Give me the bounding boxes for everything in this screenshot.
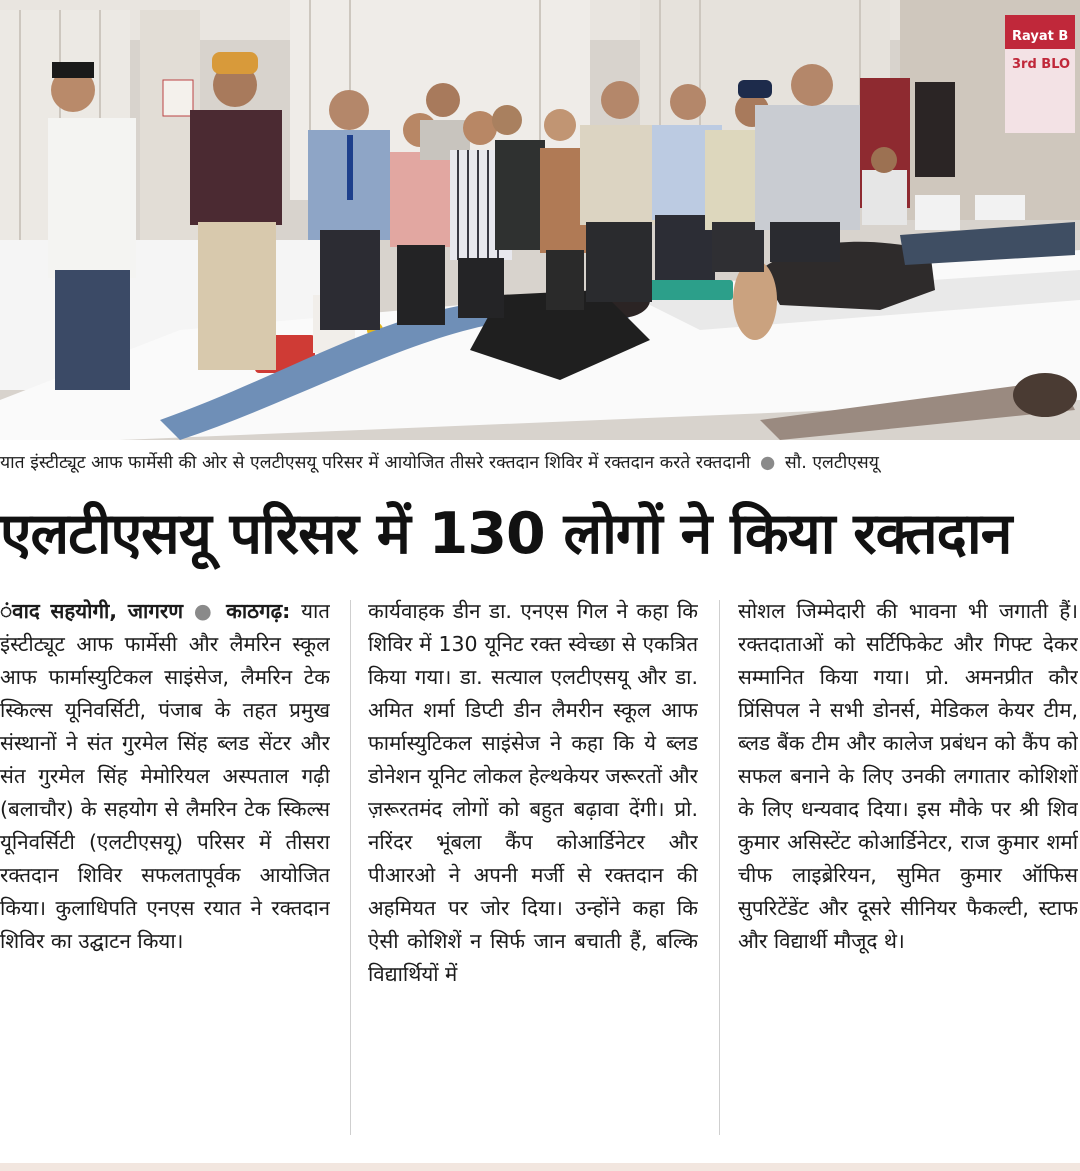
column-3-text: सोशल जिम्मेदारी की भावना भी जगाती हैं। रक्तदाताओं को सर्टिफिकेट और गिफ्ट देकर सम्मानित किया गया। प्रो. अमनप्रीत कौर प्रिंसिपल ने सभी डोनर्स, मेडिकल केयर टीम, ब्लड बैंक टीम और कालेज प्रबंधन को कैंप को सफल बनाने के लिए उनकी लगातार कोशिशों के लिए धन्यवाद दिया। इस मौके पर श्री शिव कुमार असिस्टेंट कोआर्डिनेटर, राज कुमार शर्मा चीफ लाइब्रेरियन, सुमित कुमार ऑफिस सुपरिटेंडेंट और दूसरे सीनियर फैकल्टी, स्टाफ और विद्यार्थी मौजूद थे। — [738, 599, 1078, 953]
column-divider — [350, 600, 351, 1135]
caption-bullet: ● — [760, 453, 776, 473]
headline: एलटीएसयू परिसर में 130 लोगों ने किया रक्तदान — [0, 501, 1012, 567]
page-bottom-strip — [0, 1163, 1080, 1171]
banner-line-2: 3rd BLO — [1012, 57, 1071, 72]
column-1-text: यात इंस्टीट्यूट आफ फार्मेसी और लैमरिन स्कूल आफ फार्मास्युटिकल साइंसेज, लैमरिन टेक स्किल्स यूनिवर्सिटी, पंजाब के तहत प्रमुख संस्थानों ने संत गुरमेल सिंह ब्लड सेंटर और संत गुरमेल सिंह मेमोरियल अस्पताल गढ़ी (बलाचौर) के सहयोग से लैमरिन टेक स्किल्स यूनिवर्सिटी (एलटीएसयू) परिसर में तीसरा रक्तदान शिविर सफलतापूर्वक आयोजित किया। कुलाधिपति एनएस रयात ने रक्तदान शिविर का उद्घाटन किया। — [0, 599, 330, 953]
photo-illustration — [0, 0, 1080, 440]
article-column-2 — [368, 595, 698, 1140]
column-divider — [719, 600, 720, 1135]
dateline-place: काठगढ़: — [226, 599, 291, 623]
banner-line-1: Rayat B — [1012, 29, 1069, 44]
article-column-3 — [738, 595, 1078, 1140]
dateline-source: ंवाद सहयोगी, जागरण — [0, 599, 184, 623]
dateline — [0, 599, 301, 623]
photo-caption — [0, 448, 1080, 478]
dateline-bullet: ● — [193, 599, 216, 623]
caption-text: यात इंस्टीट्यूट आफ फार्मेसी की ओर से एलटीएसयू परिसर में आयोजित तीसरे रक्तदान शिविर में रक्तदान करते रक्तदानी — [0, 453, 751, 473]
caption-credit: सौ. एलटीएसयू — [784, 453, 879, 473]
news-photo — [0, 0, 1080, 440]
article-column-1 — [0, 595, 330, 1140]
column-2-text: कार्यवाहक डीन डा. एनएस गिल ने कहा कि शिविर में 130 यूनिट रक्त स्वेच्छा से एकत्रित किया गया। डा. सत्याल एलटीएसयू और डा. अमित शर्मा डिप्टी डीन लैमरीन स्कूल आफ फार्मास्युटिकल साइंसेज ने कहा कि ये ब्लड डोनेशन यूनिट लोकल हेल्थकेयर जरूरतों और ज़रूरतमंद लोगों को बहुत बढ़ावा देंगी। प्रो. नरिंदर भूंबला कैंप कोआर्डिनेटर और पीआरओ ने अपनी मर्जी से रक्तदान की अहमियत पर जोर दिया। उन्होंने कहा कि ऐसी कोशिशें न सिर्फ जान बचाती हैं, बल्कि विद्यार्थियों में — [368, 599, 698, 986]
